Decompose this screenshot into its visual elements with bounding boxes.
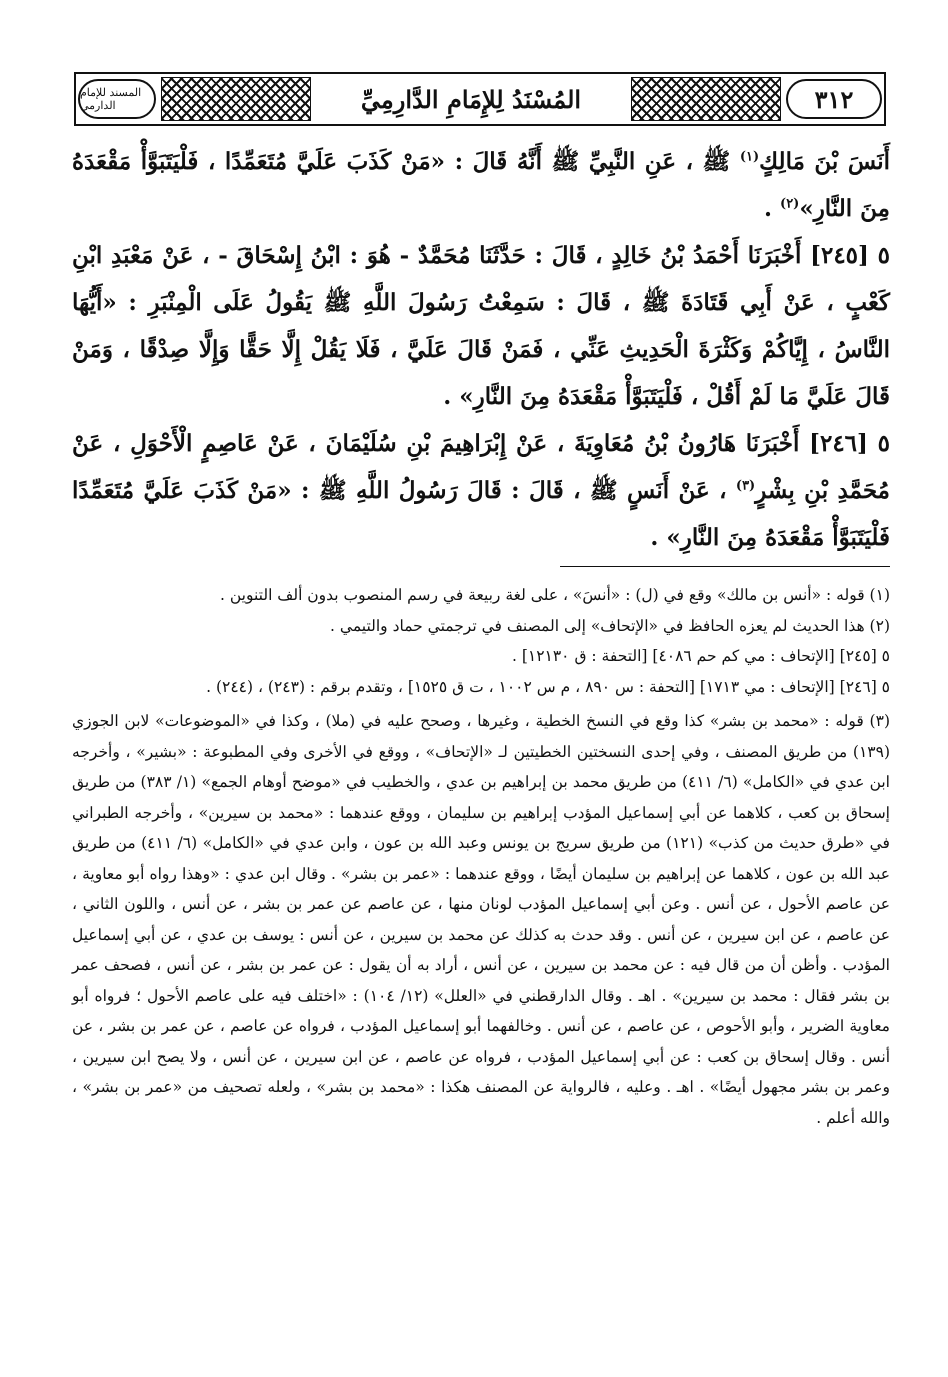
- footnote-divider: [560, 566, 890, 567]
- footnote-ref-3: (٣): [735, 478, 756, 494]
- footnote-246-refs: ٥ [٢٤٦] [الإتحاف : مي ١٧١٣] [التحفة : س ٨٩٠ ، م س ١٠٠٢ ، ت ق ١٥٢٥] ، وتقدم برقم : (٢٤٣) ، (٢٤٤) .: [206, 677, 890, 696]
- main-text: [72, 138, 890, 561]
- footnote-3: (٣) قوله : «محمد بن بشر» كذا وقع في النسخ الخطية ، وغيرها ، وصحح عليه في (ملا) ، وكذا في «الموضوعات» لابن الجوزي (١٣٩) من طريق المصنف ، وفي إحدى النسختين الخطيتين لـ «الإتحاف» ، ووقع في الأخرى وفي المطبوعة : «بشير» ، وأخرجه ابن عدي في «الكامل» (٦/ ٤١١) من طريق محمد بن إبراهيم بن عدي ، والخطيب في «موضح أوهام الجمع» (١/ ٣٨٣) من طريق إسحاق بن كعب ، كلاهما عن أبي إسماعيل المؤدب إبراهيم بن سليمان ، ووقع عندهما : «محمد بن سيرين» ، وأخرجه الطبراني في «طرق حديث من كذب» (١٢١) من طريق سريج بن يونس وعبد الله بن عون ، وابن عدي في «الكامل» (٦/ ٤١١) من طريق عبد الله بن عون ، كلاهما عن إبراهيم بن سليمان أيضًا ، ووقع عندهما : «عمر بن بشر» . وقال ابن عدي : «وهذا رواه أبو معاوية ، عن عاصم الأحول ، عن أنس . وعن أبي إسماعيل المؤدب لونان منها ، عن عاصم عن عمر بن بشر ، عن أنس ، واللون الثاني ، عن عاصم ، عن ابن سيرين ، عن أنس . وقد حدث به كذلك عن محمد بن سيرين ، عن أنس : يوسف بن عدي ، عن أبي إسماعيل المؤدب . وأظن أن من قال فيه : عن محمد بن سيرين ، عن أنس ، أراد به أن يقول : عن عمر بن بشر ، عن أنس ، فصحف عمر بن بشر فقال : محمد بن سيرين» . اهـ . وقال الدارقطني في «العلل» (١٢/ ١٠٤) : «اختلف فيه على عاصم الأحول ؛ فرواه أبو معاوية الضرير ، وأبو الأحوص ، عن عاصم ، عن أنس . وخالفهما أبو إسماعيل المؤدب ، فرواه عن عاصم ، عن عمر بن بشر ، عن أنس . وقال إسحاق بن كعب : عن أبي إسماعيل المؤدب ، فرواه عن عاصم ، عن ابن سيرين ، عن أنس ، ولا يصح ابن سيرين ، وعمر بن بشر مجهول أيضًا» . اهـ . وعليه ، فالرواية عن المصنف هكذا : «محمد بن بشر» ، ولعله تصحيف من «عمر بن بشر» ، والله أعلم .: [72, 712, 891, 1127]
- header-left: [76, 77, 314, 121]
- footnote-ref-1: (١): [739, 149, 760, 165]
- footnote-245-refs: ٥ [٢٤٥] [الإتحاف : مي كم حم ٤٠٨٦] [التحفة : ق ١٢١٣٠] .: [511, 647, 890, 665]
- page-number: ٣١٢: [786, 79, 882, 119]
- footnote-1: (١) قوله : «أنس بن مالك» وقع في (ل) : «أنسَ» ، على لغة ربيعة في رسم المنصوب بدون ألف التنوين .: [220, 586, 890, 604]
- footnote-2: (٢) هذا الحديث لم يعزه الحافظ في «الإتحاف» إلى المصنف في ترجمتي حماد والتيمي .: [330, 616, 890, 635]
- header-right: [628, 77, 884, 121]
- header-ornament-left: [161, 77, 311, 121]
- footnote-ref-2: (٢): [780, 196, 800, 212]
- running-title: المُسْنَدُ لِلإِمَامِ الدَّارِمِيِّ: [360, 84, 582, 114]
- book-medallion-logo: المسند للإمام الدارمي: [78, 79, 156, 119]
- text-segment: ﷺ ، عَنِ النَّبِيِّ ﷺ أَنَّهُ قَالَ : «مَنْ كَذَبَ عَلَيَّ مُتَعَمِّدًا ، فَلْيَتَبَوَّأْ مَقْعَدَهُ مِنَ النَّارِ»: [72, 148, 890, 222]
- paragraph-continuation: [72, 138, 890, 232]
- text-segment: أَنَسَ بْنَ مَالِكٍ: [759, 148, 890, 175]
- header-ornament-right: [631, 77, 781, 121]
- hadith-246: [72, 420, 890, 561]
- hadith-245: ٥ [٢٤٥] أَخْبَرَنَا أَحْمَدُ بْنُ خَالِدٍ ، قَالَ : حَدَّثَنَا مُحَمَّدٌ - هُوَ : ابْنُ إِسْحَاقَ - ، عَنْ مَعْبَدِ ابْنِ كَعْبٍ ، عَنْ أَبِي قَتَادَةَ ﷺ ، قَالَ : سَمِعْتُ رَسُولَ اللَّهِ ﷺ يَقُولُ عَلَى الْمِنْبَرِ : «أَيُّهَا النَّاسُ ، إِيَّاكُمْ وَكَثْرَةَ الْحَدِيثِ عَنِّي ، فَمَنْ قَالَ عَلَيَّ ، فَلَا يَقُلْ إِلَّا حَقًّا وَإِلَّا صِدْقًا ، وَمَنْ قَالَ عَلَيَّ مَا لَمْ أَقُلْ ، فَلْيَتَبَوَّأْ مَقْعَدَهُ مِنَ النَّارِ» .: [72, 242, 890, 410]
- text-segment: ، عَنْ أَنَسٍ ﷺ ، قَالَ : قَالَ رَسُولُ اللَّهِ ﷺ : «مَنْ كَذَبَ عَلَيَّ مُتَعَمِّدًا فَلْيَتَبَوَّأْ مَقْعَدَهُ مِنَ النَّارِ» .: [72, 477, 890, 551]
- page-header: [74, 72, 886, 126]
- footnotes: [72, 580, 890, 1133]
- text-segment: ٥ [٢٤٦] أَخْبَرَنَا هَارُونُ بْنُ مُعَاوِيَةَ ، عَنْ إِبْرَاهِيمَ بْنِ سُلَيْمَانَ ، عَنْ عَاصِمٍ الْأَحْوَلِ ، عَنْ مُحَمَّدِ بْنِ بِشْرٍ: [72, 430, 891, 504]
- text-segment: .: [764, 195, 781, 222]
